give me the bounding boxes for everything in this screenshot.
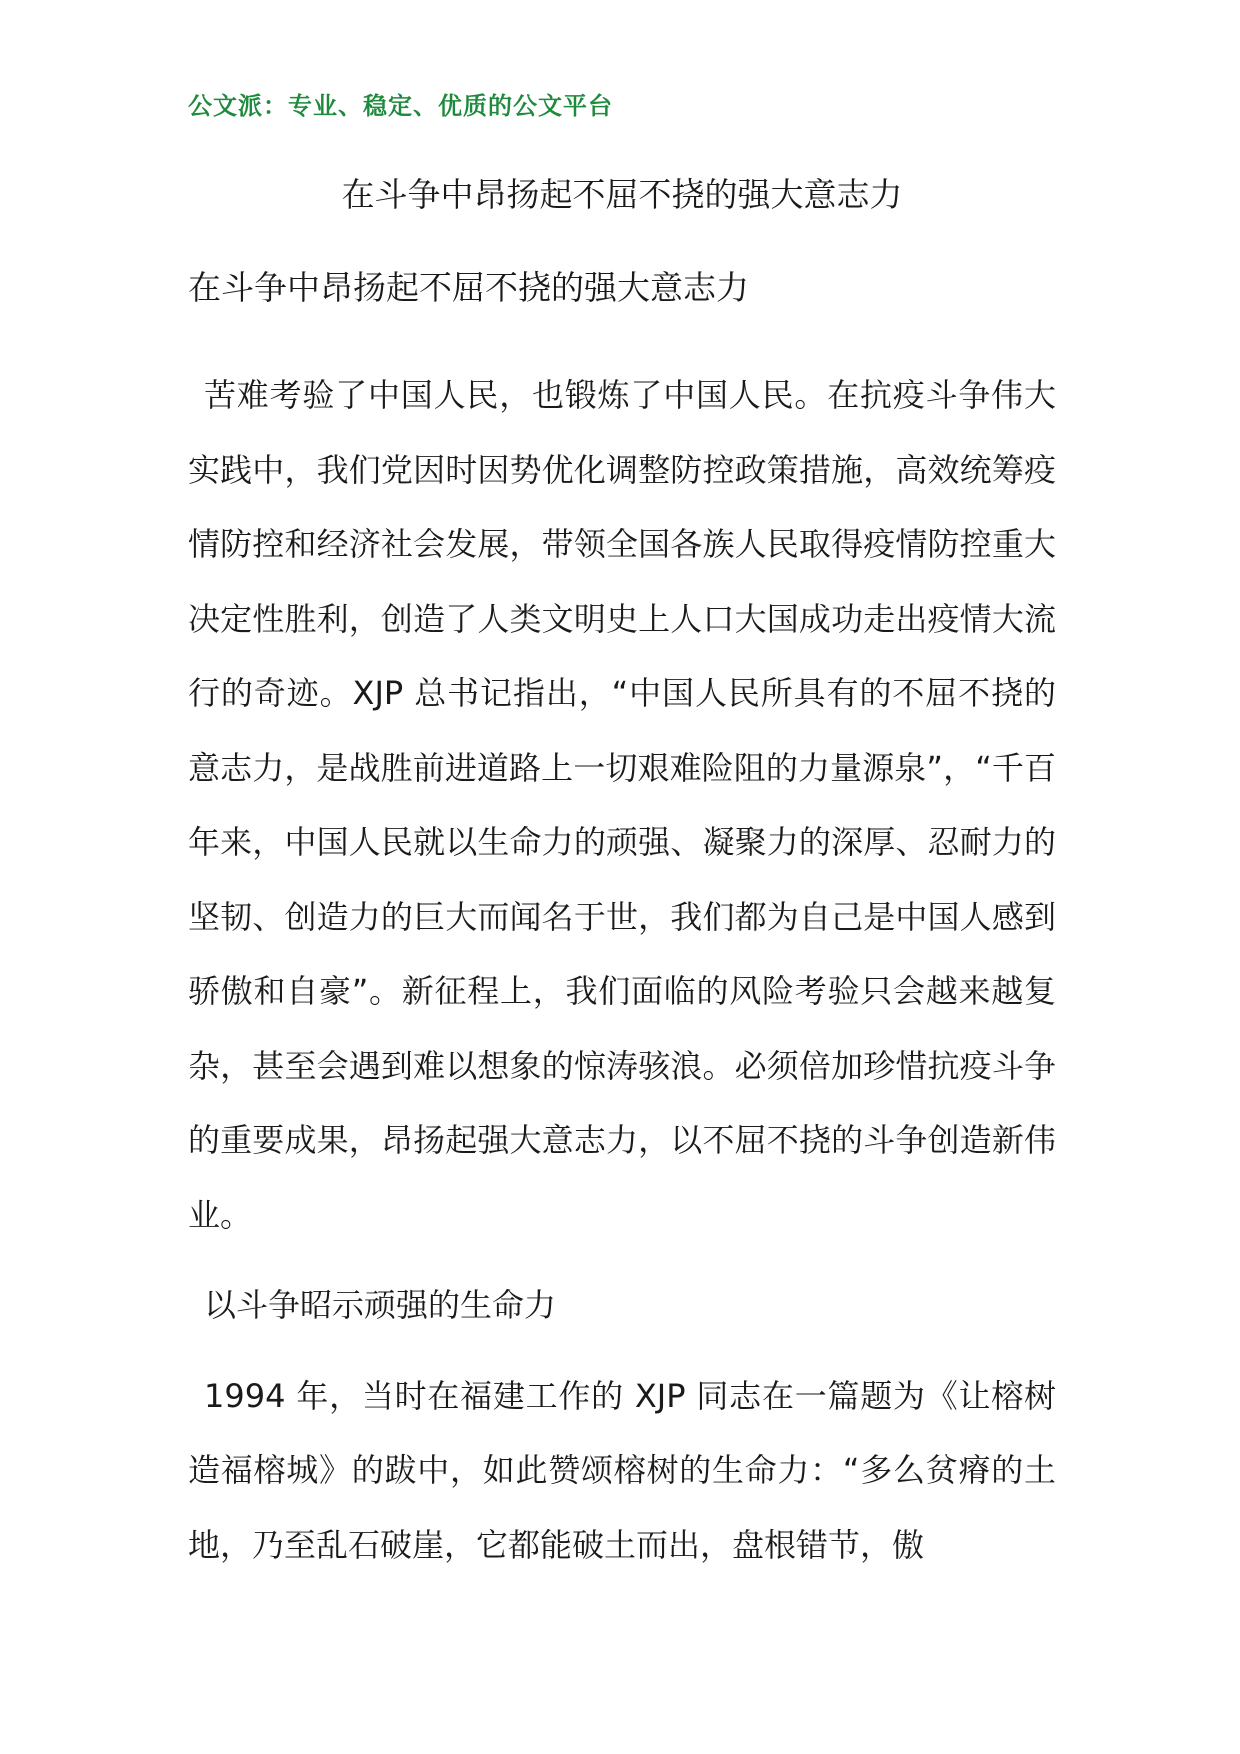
document-body: [188, 358, 1056, 1582]
document-title-left: 在斗争中昂扬起不屈不挠的强大意志力: [188, 268, 749, 307]
section-heading: 以斗争昭示顽强的生命力: [204, 1286, 557, 1324]
site-header: 公文派：专业、稳定、优质的公文平台: [188, 92, 613, 120]
body-paragraph: 1994 年，当时在福建工作的 XJP 同志在一篇题为《让榕树造福榕城》的跋中，如此赞颂榕树的生命力：“多么贫瘠的土地，乃至乱石破崖，它都能破土而出，盘根错节，傲: [188, 1376, 1056, 1564]
document-title-centered: 在斗争中昂扬起不屈不挠的强大意志力: [341, 175, 903, 214]
body-paragraph: 苦难考验了中国人民，也锻炼了中国人民。在抗疫斗争伟大实践中，我们党因时因势优化调整防控政策措施，高效统筹疫情防控和经济社会发展，带领全国各族人民取得疫情防控重大决定性胜利，创造了人类文明史上人口大国成功走出疫情大流行的奇迹。XJP 总书记指出，“中国人民所具有的不屈不挠的意志力，是战胜前进道路上一切艰难险阻的力量源泉”，“千百年来，中国人民就以生命力的顽强、凝聚力的深厚、忍耐力的坚韧、创造力的巨大而闻名于世，我们都为自己是中国人感到骄傲和自豪”。新征程上，我们面临的风险考验只会越来越复杂，甚至会遇到难以想象的惊涛骇浪。必须倍加珍惜抗疫斗争的重要成果，昂扬起强大意志力，以不屈不挠的斗争创造新伟业。: [188, 376, 1056, 1234]
